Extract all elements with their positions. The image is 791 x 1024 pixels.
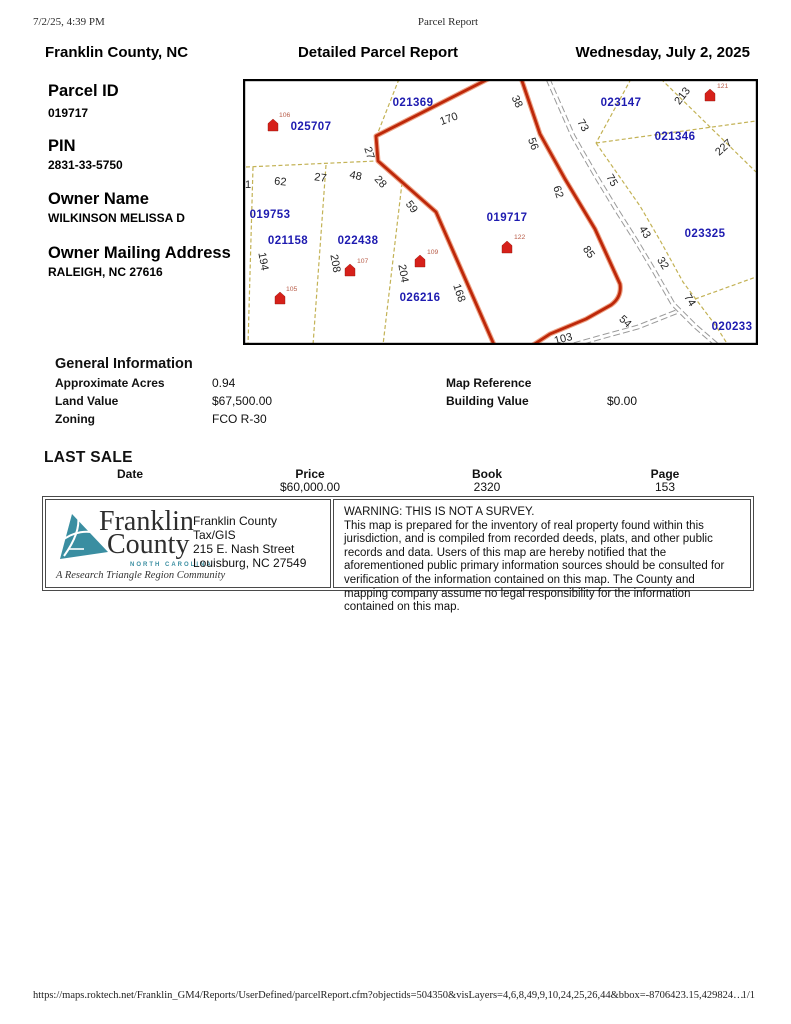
address-line: 215 E. Nash Street <box>193 542 295 556</box>
dim-label: 85 <box>580 243 597 261</box>
print-footer-url: https://maps.roktech.net/Franklin_GM4/Reports/UserDefined/parcelReport.cfm?objectids=504350&visLayers=4,6,8,49,9,10,24,25,26,44&bbox=-8706423.15,429824… <box>33 990 744 1001</box>
parcel-label: 019753 <box>249 209 291 221</box>
house-number: 105 <box>286 286 298 293</box>
logo-word-franklin: Franklin <box>99 506 194 537</box>
owner-name-label: Owner Name <box>48 190 149 208</box>
parcel-label: 019717 <box>486 212 528 224</box>
county-logo-cell <box>45 499 331 588</box>
print-footer-page: 1/1 <box>741 990 755 1001</box>
dim-label: 27 <box>313 171 328 185</box>
owner-mailing-value: RALEIGH, NC 27616 <box>48 265 163 279</box>
dim-label: 62 <box>550 184 566 200</box>
last-sale-title: LAST SALE <box>44 449 133 466</box>
pin-label: PIN <box>48 137 76 155</box>
dim-label: 1 <box>244 179 252 191</box>
address-line: Louisburg, NC 27549 <box>193 556 307 570</box>
address-line: Tax/GIS <box>193 528 236 542</box>
county-address-block <box>193 514 306 570</box>
dim-label: 32 <box>654 255 671 272</box>
dim-label: 28 <box>371 173 389 191</box>
warning-body: This map is prepared for the inventory of real property found within this jurisdiction, and is compiled from recorded deeds, plats, and other public records and data. Users of this map are hereby notified that the aforementioned public primary information sources should be consulted for verification of the information contained on this map. The County and mapping company assume no legal responsibility for the information contained on this map. <box>344 519 725 614</box>
parcel-label: 023325 <box>684 228 726 240</box>
house-number: 121 <box>717 83 729 90</box>
pin-value: 2831-33-5750 <box>48 158 123 172</box>
zoning-value: FCO R-30 <box>212 412 267 426</box>
dim-label: 75 <box>603 172 620 189</box>
report-title: Detailed Parcel Report <box>297 44 459 61</box>
dim-label: 48 <box>348 168 363 184</box>
dim-label: 74 <box>681 292 698 309</box>
report-county-title: Franklin County, NC <box>45 44 189 61</box>
dim-label: 170 <box>438 110 460 128</box>
dim-label: 213 <box>672 85 694 108</box>
parcel-label: 021346 <box>654 131 696 143</box>
dim-label: 204 <box>395 263 411 284</box>
land-value-label: Land Value <box>55 394 119 408</box>
dim-label: 56 <box>525 136 541 152</box>
dim-label: 43 <box>636 224 653 241</box>
parcel-id-label: Parcel ID <box>48 82 119 100</box>
parcel-label: 021369 <box>392 97 434 109</box>
approx-acres-label: Approximate Acres <box>55 376 165 390</box>
last-sale-col-page: Page <box>650 467 680 481</box>
dim-label: 62 <box>273 175 288 189</box>
house-number: 122 <box>514 234 526 241</box>
dim-label: 103 <box>552 331 574 345</box>
parcel-label: 026216 <box>399 292 441 304</box>
general-info-title: General Information <box>55 356 193 372</box>
dim-label: 38 <box>508 93 525 110</box>
last-sale-price: $60,000.00 <box>279 480 341 494</box>
warning-cell <box>333 499 751 614</box>
dim-label: 194 <box>255 251 271 272</box>
dim-label: 54 <box>616 313 634 331</box>
address-line: Franklin County <box>193 514 278 528</box>
print-title: Parcel Report <box>417 16 479 28</box>
dim-label: 73 <box>574 117 591 134</box>
print-datetime: 7/2/25, 4:39 PM <box>33 16 105 28</box>
last-sale-page: 153 <box>654 480 676 494</box>
footer-box <box>42 496 754 614</box>
approx-acres-value: 0.94 <box>212 376 236 390</box>
logo-tagline: A Research Triangle Region Community <box>56 570 226 581</box>
building-value-value: $0.00 <box>607 394 638 408</box>
building-value-label: Building Value <box>446 394 529 408</box>
owner-name-value: WILKINSON MELISSA D <box>48 211 185 225</box>
logo-word-county: County <box>107 529 190 560</box>
dim-label: 208 <box>327 253 343 274</box>
report-date: Wednesday, July 2, 2025 <box>575 44 750 61</box>
parcel-label: 022438 <box>337 235 379 247</box>
zoning-label: Zoning <box>55 412 95 426</box>
land-value-value: $67,500.00 <box>212 394 273 408</box>
dim-label: 27 <box>361 145 377 161</box>
logo-subtitle: NORTH CAROLINA <box>130 562 213 568</box>
last-sale-col-price: Price <box>295 467 325 481</box>
dim-label: 59 <box>402 198 420 216</box>
parcel-label: 025707 <box>290 121 332 133</box>
dim-label: 227 <box>713 137 735 159</box>
parcel-label: 020233 <box>711 321 753 333</box>
map-reference-label: Map Reference <box>446 376 532 390</box>
parcel-map-svg <box>243 79 758 345</box>
house-number: 107 <box>357 258 369 265</box>
parcel-map <box>243 79 758 350</box>
parcel-label: 023147 <box>600 97 642 109</box>
owner-mailing-label: Owner Mailing Address <box>48 244 231 262</box>
parcel-id-value: 019717 <box>48 106 89 120</box>
dim-label: 168 <box>450 282 468 304</box>
last-sale-col-date: Date <box>116 467 144 481</box>
house-number: 109 <box>427 249 439 256</box>
warning-title: WARNING: THIS IS NOT A SURVEY. <box>344 506 535 518</box>
house-number: 106 <box>279 112 291 119</box>
parcel-label: 021158 <box>267 235 309 247</box>
last-sale-col-book: Book <box>472 467 502 481</box>
last-sale-book: 2320 <box>473 480 501 494</box>
